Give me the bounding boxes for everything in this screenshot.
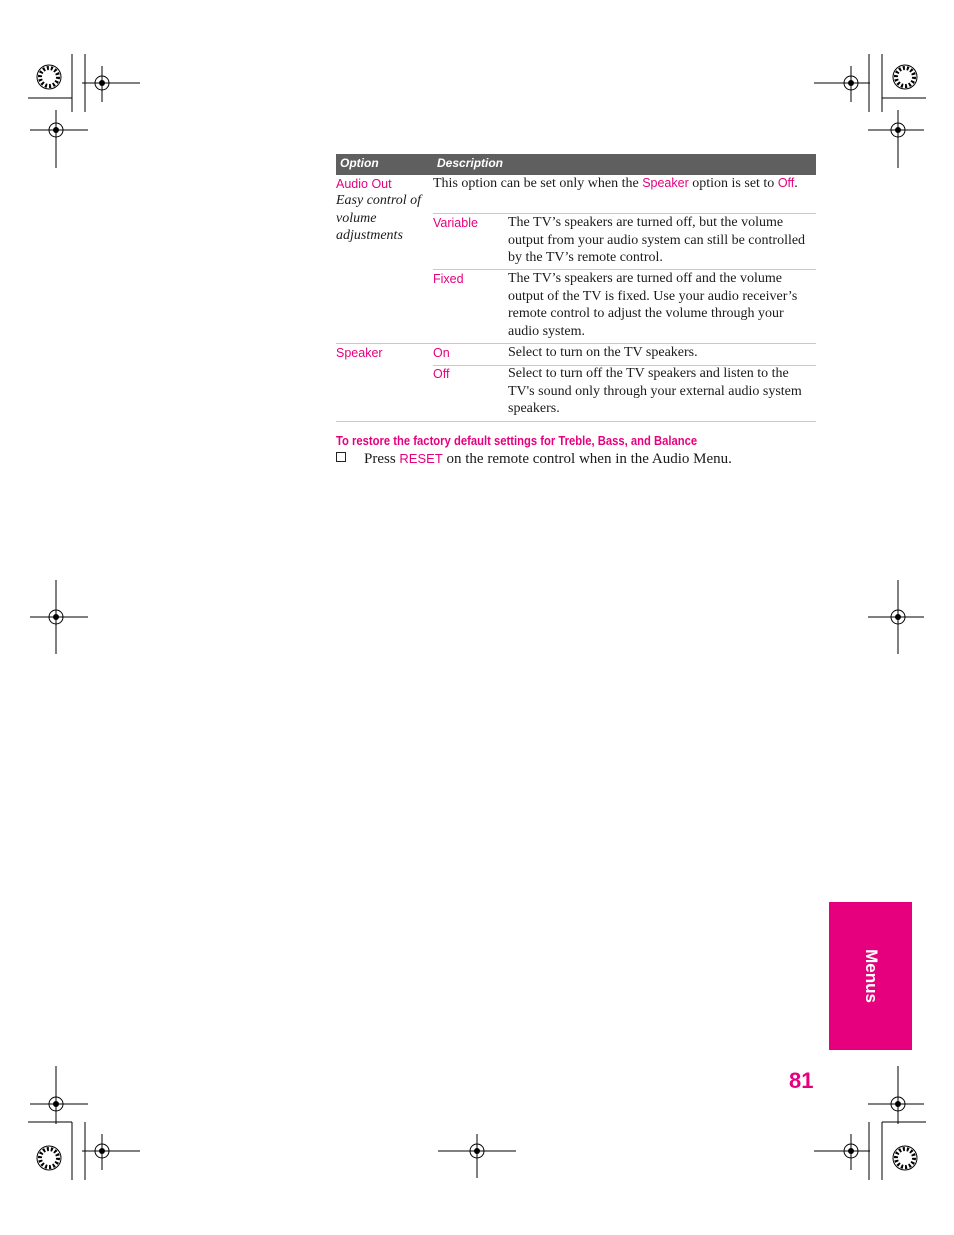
setting-variable-desc: The TV’s speakers are turned off, but the volume output from your audio system can still be controlled by the TV’s remote control. bbox=[508, 215, 806, 265]
section-tab-label: Menus bbox=[861, 949, 881, 1003]
table-header bbox=[336, 154, 816, 175]
setting-fixed-label: Fixed bbox=[433, 272, 464, 286]
option-audio-out: Audio Out bbox=[336, 177, 392, 191]
reset-key-label: RESET bbox=[399, 451, 443, 466]
restore-heading: To restore the factory default settings for Treble, Bass, and Balance bbox=[336, 434, 698, 448]
registration-mark-bottom-left bbox=[26, 1064, 146, 1184]
registration-mark-middle-right bbox=[860, 578, 930, 658]
registration-mark-top-right bbox=[810, 52, 930, 172]
setting-fixed-desc: The TV’s speakers are turned off and the volume output of the TV is fixed. Use your audio receiver’s remote control to adjust the volume through your audio system. bbox=[508, 271, 798, 339]
section-tab bbox=[829, 902, 912, 1050]
option-audio-out-subtitle: Easy control of volume adjustments bbox=[336, 193, 422, 243]
table-bottom-rule bbox=[336, 421, 816, 422]
registration-mark-bottom-center bbox=[436, 1130, 518, 1182]
setting-variable-label: Variable bbox=[433, 216, 478, 230]
registration-mark-bottom-right bbox=[810, 1064, 930, 1184]
page-number: 81 bbox=[789, 1068, 814, 1093]
setting-on-desc: Select to turn on the TV speakers. bbox=[508, 345, 698, 360]
registration-mark-top-left bbox=[26, 52, 146, 172]
audio-out-intro: This option can be set only when the Speaker option is set to Off. bbox=[433, 176, 798, 191]
setting-off-desc: Select to turn off the TV speakers and listen to the TV's sound only through your external audio system speakers. bbox=[508, 366, 802, 416]
setting-on-label: On bbox=[433, 346, 450, 360]
registration-mark-middle-left bbox=[26, 578, 96, 658]
option-speaker: Speaker bbox=[336, 346, 383, 360]
header-option: Option bbox=[340, 156, 379, 170]
checkbox-bullet-icon bbox=[336, 452, 346, 462]
setting-off-label: Off bbox=[433, 367, 450, 381]
restore-step: Press RESET on the remote control when in the Audio Menu. bbox=[336, 451, 732, 468]
header-description: Description bbox=[437, 156, 504, 170]
